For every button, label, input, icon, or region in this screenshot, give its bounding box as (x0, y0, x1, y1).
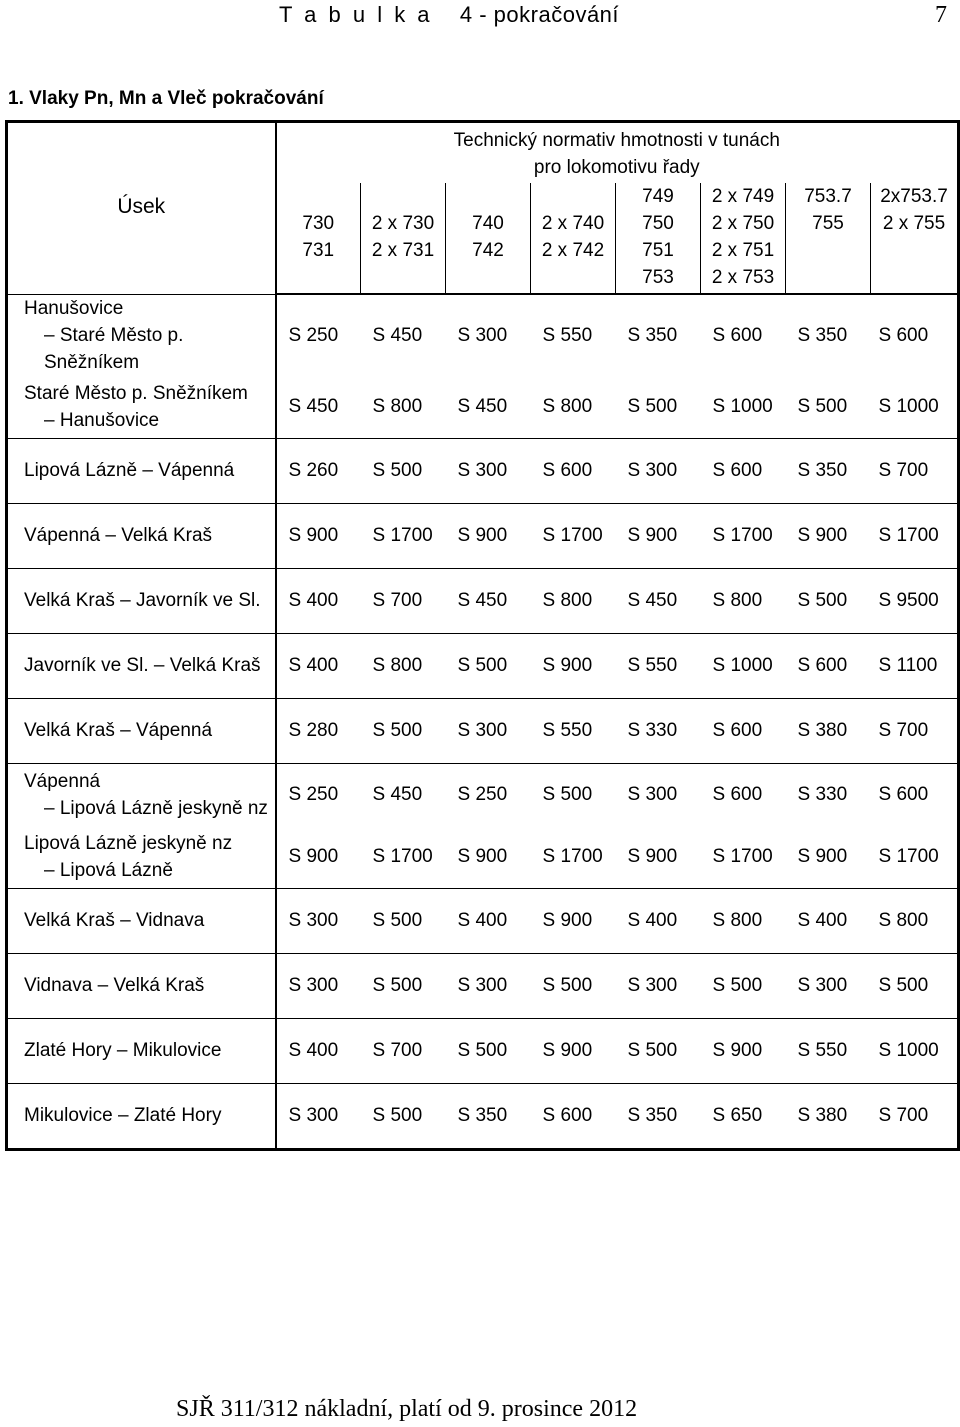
norm-value-cell: S 500 (786, 376, 871, 439)
section-name (7, 568, 276, 633)
table-row (7, 888, 959, 953)
norm-value-cell: S 600 (531, 438, 616, 503)
norm-value-cell: S 650 (701, 1083, 786, 1149)
locomotive-series-label: 2 x 753 (711, 267, 775, 288)
norm-value-cell: S 300 (616, 438, 701, 503)
locomotive-series-header (361, 183, 446, 294)
norm-value-cell: S 600 (701, 763, 786, 826)
table-row (7, 568, 959, 633)
norm-value-cell: S 350 (786, 438, 871, 503)
locomotive-series-label: 2 x 749 (711, 186, 775, 207)
section-to: – Lipová Lázně jeskyně nz (44, 797, 268, 819)
section-from: Staré Město p. Sněžníkem (24, 382, 248, 404)
section-from: Lipová Lázně jeskyně nz (24, 832, 233, 854)
norm-value-cell: S 900 (276, 503, 361, 568)
locomotive-series-label: 2 x 731 (371, 240, 435, 261)
locomotive-series-label: 751 (642, 240, 674, 261)
section-from: Vápenná (24, 770, 101, 792)
norm-value-cell: S 9500 (871, 568, 959, 633)
section-from: Vápenná – Velká Kraš (24, 525, 213, 546)
page-header (0, 0, 960, 40)
locomotive-series-label: 731 (302, 240, 335, 261)
norm-value-cell: S 260 (276, 438, 361, 503)
norm-value-cell: S 350 (616, 1083, 701, 1149)
norm-value-cell: S 300 (786, 953, 871, 1018)
locomotive-series-label: 742 (472, 240, 504, 261)
norm-value-cell: S 300 (616, 953, 701, 1018)
norm-value-cell: S 450 (276, 376, 361, 439)
section-from: Hanušovice (24, 297, 124, 319)
norm-value-cell: S 700 (361, 1018, 446, 1083)
norm-value-cell: S 800 (531, 376, 616, 439)
section-name (7, 953, 276, 1018)
norm-value-cell: S 900 (531, 1018, 616, 1083)
norm-value-cell: S 900 (446, 826, 531, 889)
table-row (7, 698, 959, 763)
table-row (7, 826, 959, 889)
norm-value-cell: S 300 (446, 698, 531, 763)
norm-value-cell: S 900 (701, 1018, 786, 1083)
norm-value-cell: S 500 (361, 1083, 446, 1149)
table-row (7, 438, 959, 503)
norm-value-cell: S 250 (446, 763, 531, 826)
norm-value-cell: S 500 (871, 953, 959, 1018)
table-row (7, 953, 959, 1018)
norm-value-cell: S 500 (616, 1018, 701, 1083)
locomotive-series-label: 2 x 751 (711, 240, 775, 261)
locomotive-series-label: 730 (302, 213, 335, 234)
norm-value-cell: S 300 (446, 294, 531, 376)
locomotive-series-label: 753.7 (804, 186, 852, 207)
locomotive-series-label: 2 x 730 (371, 213, 435, 234)
norm-value-cell: S 800 (531, 568, 616, 633)
norm-value-cell: S 1100 (871, 633, 959, 698)
norm-value-cell: S 300 (276, 1083, 361, 1149)
norm-value-cell: S 600 (701, 438, 786, 503)
norm-value-cell: S 500 (531, 953, 616, 1018)
section-from: Lipová Lázně – Vápenná (24, 460, 235, 481)
page-number: 7 (935, 2, 947, 28)
norm-value-cell: S 400 (276, 568, 361, 633)
norm-value-cell: S 400 (276, 633, 361, 698)
locomotive-series-label: 2 x 750 (711, 213, 775, 234)
norm-value-cell: S 900 (786, 503, 871, 568)
locomotive-series-header (871, 183, 959, 294)
locomotive-series-header (531, 183, 616, 294)
locomotive-series-label: 2x753.7 (880, 186, 948, 207)
locomotive-series-label: 750 (642, 213, 674, 234)
norm-value-cell: S 250 (276, 763, 361, 826)
norm-value-cell: S 700 (871, 1083, 959, 1149)
section-to: – Staré Město p. Sněžníkem (44, 324, 184, 373)
table-row (7, 294, 959, 376)
locomotive-series-header (786, 183, 871, 294)
section-name (7, 888, 276, 953)
norm-value-cell: S 450 (446, 376, 531, 439)
norm-value-cell: S 500 (446, 633, 531, 698)
norm-value-cell: S 450 (361, 294, 446, 376)
norm-value-cell: S 300 (276, 953, 361, 1018)
norm-value-cell: S 900 (531, 888, 616, 953)
locomotive-series-header (276, 183, 361, 294)
norm-value-cell: S 900 (616, 503, 701, 568)
load-norm-table (5, 120, 960, 1151)
table-row (7, 503, 959, 568)
norm-value-cell: S 700 (871, 438, 959, 503)
norm-value-cell: S 500 (361, 953, 446, 1018)
table-row (7, 633, 959, 698)
norm-value-cell: S 600 (701, 294, 786, 376)
norm-value-cell: S 500 (701, 953, 786, 1018)
norm-value-cell: S 500 (446, 1018, 531, 1083)
locomotive-series-header (701, 183, 786, 294)
norm-header-line2: pro lokomotivu řady (533, 157, 700, 178)
page-title (279, 2, 619, 28)
norm-header (276, 122, 959, 184)
norm-value-cell: S 550 (786, 1018, 871, 1083)
norm-value-cell: S 700 (871, 698, 959, 763)
locomotive-series-label: 2 x 740 (541, 213, 605, 234)
norm-value-cell: S 330 (616, 698, 701, 763)
norm-value-cell: S 500 (786, 568, 871, 633)
section-name (7, 1083, 276, 1149)
norm-value-cell: S 800 (361, 376, 446, 439)
norm-value-cell: S 380 (786, 1083, 871, 1149)
section-from: Velká Kraš – Javorník ve Sl. (24, 590, 261, 611)
norm-value-cell: S 300 (446, 438, 531, 503)
locomotive-series-header (446, 183, 531, 294)
section-from: Velká Kraš – Vápenná (24, 720, 213, 741)
norm-value-cell: S 900 (446, 503, 531, 568)
norm-value-cell: S 600 (871, 294, 959, 376)
norm-value-cell: S 400 (616, 888, 701, 953)
section-from: Velká Kraš – Vidnava (24, 910, 205, 931)
section-name (7, 438, 276, 503)
norm-value-cell: S 250 (276, 294, 361, 376)
section-name (7, 826, 276, 889)
norm-value-cell: S 350 (616, 294, 701, 376)
norm-value-cell: S 1700 (361, 503, 446, 568)
norm-value-cell: S 800 (701, 568, 786, 633)
norm-value-cell: S 400 (786, 888, 871, 953)
section-from: Vidnava – Velká Kraš (24, 975, 205, 996)
section-from: Mikulovice – Zlaté Hory (24, 1105, 222, 1126)
norm-value-cell: S 1000 (701, 376, 786, 439)
norm-value-cell: S 500 (531, 763, 616, 826)
section-name (7, 1018, 276, 1083)
section-to: – Lipová Lázně (44, 859, 173, 881)
norm-value-cell: S 1700 (701, 503, 786, 568)
norm-value-cell: S 600 (786, 633, 871, 698)
section-name (7, 698, 276, 763)
section-from: Zlaté Hory – Mikulovice (24, 1040, 222, 1061)
locomotive-series-label: 755 (812, 213, 844, 234)
title-rest: 4 - pokračování (459, 2, 620, 27)
norm-value-cell: S 700 (361, 568, 446, 633)
section-name (7, 763, 276, 826)
norm-value-cell: S 1700 (871, 826, 959, 889)
norm-header-line1: Technický normativ hmotnosti v tunách (453, 130, 780, 151)
norm-value-cell: S 1700 (531, 503, 616, 568)
page-footer: SJŘ 311/312 nákladní, platí od 9. prosince 2012 (176, 1396, 638, 1422)
norm-value-cell: S 600 (871, 763, 959, 826)
norm-value-cell: S 500 (361, 698, 446, 763)
usek-header: Úsek (7, 122, 276, 295)
norm-value-cell: S 280 (276, 698, 361, 763)
norm-value-cell: S 1700 (701, 826, 786, 889)
locomotive-series-label: 740 (472, 213, 504, 234)
norm-value-cell: S 330 (786, 763, 871, 826)
norm-value-cell: S 800 (361, 633, 446, 698)
norm-value-cell: S 500 (616, 376, 701, 439)
norm-value-cell: S 800 (871, 888, 959, 953)
norm-value-cell: S 300 (616, 763, 701, 826)
title-spaced: T a b u l k a (279, 2, 433, 27)
norm-value-cell: S 300 (446, 953, 531, 1018)
norm-value-cell: S 380 (786, 698, 871, 763)
norm-value-cell: S 300 (276, 888, 361, 953)
locomotive-series-header (616, 183, 701, 294)
norm-value-cell: S 800 (701, 888, 786, 953)
table-row (7, 1083, 959, 1149)
table-body (7, 294, 959, 1149)
section-name (7, 294, 276, 376)
norm-value-cell: S 450 (446, 568, 531, 633)
section-name (7, 376, 276, 439)
norm-value-cell: S 450 (361, 763, 446, 826)
norm-value-cell: S 1000 (701, 633, 786, 698)
section-title: 1. Vlaky Pn, Mn a Vleč pokračování (8, 88, 324, 109)
norm-value-cell: S 500 (361, 888, 446, 953)
norm-value-cell: S 350 (446, 1083, 531, 1149)
locomotive-series-label: 2 x 742 (541, 240, 605, 261)
locomotive-series-label: 749 (642, 186, 674, 207)
section-from: Javorník ve Sl. – Velká Kraš (24, 655, 261, 676)
norm-value-cell: S 600 (531, 1083, 616, 1149)
section-to: – Hanušovice (44, 409, 160, 431)
norm-value-cell: S 600 (701, 698, 786, 763)
norm-value-cell: S 550 (531, 698, 616, 763)
table-row (7, 1018, 959, 1083)
locomotive-series-label: 753 (642, 267, 674, 288)
norm-value-cell: S 900 (616, 826, 701, 889)
norm-value-cell: S 1700 (361, 826, 446, 889)
norm-value-cell: S 500 (361, 438, 446, 503)
norm-value-cell: S 900 (786, 826, 871, 889)
norm-value-cell: S 350 (786, 294, 871, 376)
norm-value-cell: S 400 (446, 888, 531, 953)
table-row (7, 763, 959, 826)
norm-value-cell: S 400 (276, 1018, 361, 1083)
norm-value-cell: S 1000 (871, 1018, 959, 1083)
norm-value-cell: S 900 (276, 826, 361, 889)
norm-value-cell: S 900 (531, 633, 616, 698)
norm-value-cell: S 1000 (871, 376, 959, 439)
locomotive-series-label: 2 x 755 (882, 213, 946, 234)
norm-value-cell: S 450 (616, 568, 701, 633)
norm-value-cell: S 550 (616, 633, 701, 698)
norm-value-cell: S 1700 (531, 826, 616, 889)
norm-value-cell: S 550 (531, 294, 616, 376)
norm-value-cell: S 1700 (871, 503, 959, 568)
table-row (7, 376, 959, 439)
section-name (7, 633, 276, 698)
section-name (7, 503, 276, 568)
